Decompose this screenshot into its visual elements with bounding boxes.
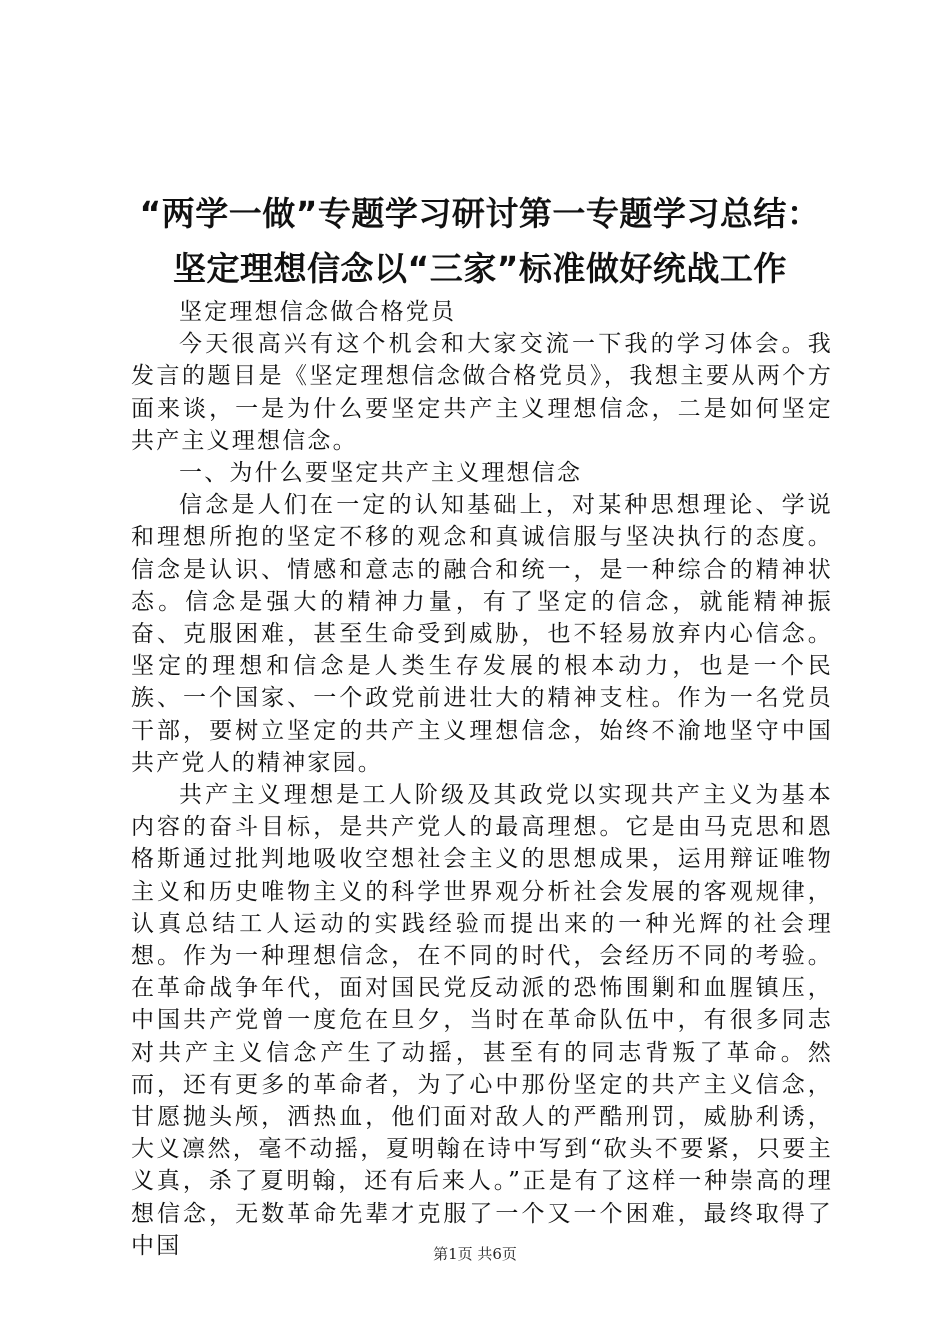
body-paragraph: 信念是人们在一定的认知基础上，对某种思想理论、学说和理想所抱的坚定不移的观念和真诚信服与坚决执行的态度。信念是认识、情感和意志的融合和统一，是一种综合的精神状态。信念是强大的精神力量，有了坚定的信念，就能精神振奋、克服困难，甚至生命受到威胁，也不轻易放弃内心信念。坚定的理想和信念是人类生存发展的根本动力，也是一个民族、一个国家、一个政党前进壮大的精神支柱。作为一名党员干部，要树立坚定的共产主义理想信念，始终不渝地坚守中国共产党人的精神家园。 — [131, 492, 833, 776]
body-paragraph: 坚定理想信念做合格党员 — [179, 299, 457, 325]
page-number-footer: 第1页 共6页 — [433, 1245, 517, 1263]
document-title-line-1: “两学一做”专题学习研讨第一专题学习总结： — [139, 194, 821, 233]
document-title-line-2: 坚定理想信念以“三家”标准做好统战工作 — [173, 249, 787, 288]
body-paragraph: 今天很高兴有这个机会和大家交流一下我的学习体会。我发言的题目是《坚定理想信念做合格党员》，我想主要从两个方面来谈，一是为什么要坚定共产主义理想信念，二是如何坚定共产主义理想信念。 — [131, 331, 833, 454]
section-heading: 一、为什么要坚定共产主义理想信念 — [179, 460, 583, 487]
body-paragraph: 共产主义理想是工人阶级及其政党以实现共产主义为基本内容的奋斗目标，是共产党人的最高理想。它是由马克思和恩格斯通过批判地吸收空想社会主义的思想成果，运用辩证唯物主义和历史唯物主义的科学世界观分析社会发展的客观规律，认真总结工人运动的实践经验而提出来的一种光辉的社会理想。作为一种理想信念，在不同的时代，会经历不同的考验。在革命战争年代，面对国民党反动派的恐怖围剿和血腥镇压，中国共产党曾一度危在旦夕，当时在革命队伍中，有很多同志对共产主义信念产生了动摇，甚至有的同志背叛了革命。然而，还有更多的革命者，为了心中那份坚定的共产主义信念，甘愿抛头颅，洒热血，他们面对敌人的严酷刑罚，威胁利诱，大义凛然，毫不动摇，夏明翰在诗中写到“砍头不要紧，只要主义真，杀了夏明翰，还有后来人。”正是有了这样一种崇高的理想信念，无数革命先辈才克服了一个又一个困难，最终取得了中国 — [131, 782, 833, 1259]
document-body — [131, 296, 833, 1262]
